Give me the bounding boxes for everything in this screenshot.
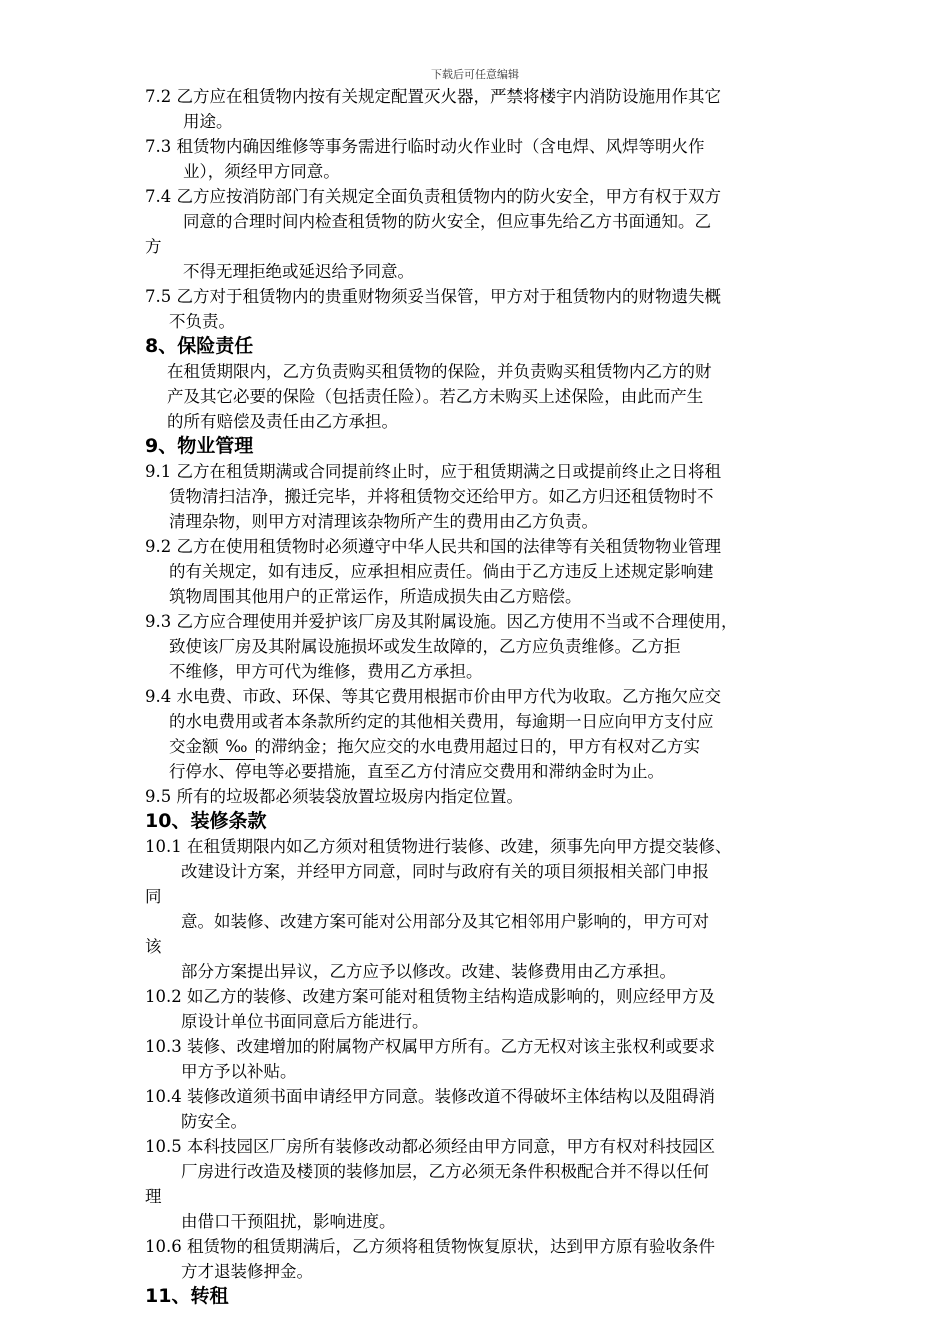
paragraph-line: 产及其它必要的保险（包括责任险）。若乙方未购买上述保险，由此而产生	[167, 387, 704, 406]
paragraph-line: 改建设计方案，并经甲方同意，同时与政府有关的项目须报相关部门申报	[181, 862, 709, 881]
paragraph-line: 不负责。	[169, 312, 235, 331]
paragraph-line: 的有关规定，如有违反，应承担相应责任。倘由于乙方违反上述规定影响建	[169, 562, 714, 581]
paragraph-line: 由借口干预阻扰，影响进度。	[181, 1212, 396, 1231]
line-text: 交金额	[169, 737, 219, 756]
paragraph-line: 赁物清扫洁净，搬迁完毕，并将租赁物交还给甲方。如乙方归还租赁物时不	[169, 487, 714, 506]
paragraph-line: 7.5 乙方对于租赁物内的贵重财物须妥当保管，甲方对于租赁物内的财物遗失概	[145, 287, 721, 306]
paragraph-line: 防安全。	[181, 1112, 247, 1131]
fill-in-blank: ‰	[219, 734, 255, 760]
paragraph-line: 甲方予以补贴。	[181, 1062, 297, 1081]
paragraph-line: 不得无理拒绝或延迟给予同意。	[183, 262, 414, 281]
paragraph-line: 厂房进行改造及楼顶的装修加层，乙方必须无条件积极配合并不得以任何	[181, 1162, 709, 1181]
paragraph-line: 10.4 装修改道须书面申请经甲方同意。装修改道不得破坏主体结构以及阻碍消	[145, 1087, 715, 1106]
paragraph-line: 9.4 水电费、市政、环保、等其它费用根据市价由甲方代为收取。乙方拖欠应交	[145, 687, 721, 706]
paragraph-line: 方才退装修押金。	[181, 1262, 313, 1281]
paragraph-line: 部分方案提出异议，乙方应予以修改。改建、装修费用由乙方承担。	[181, 962, 676, 981]
paragraph-line: 意。如装修、改建方案可能对公用部分及其它相邻用户影响的，甲方可对	[181, 912, 709, 931]
paragraph-line: 原设计单位书面同意后方能进行。	[181, 1012, 429, 1031]
paragraph-line: 10.5 本科技园区厂房所有装修改动都必须经由甲方同意，甲方有权对科技园区	[145, 1137, 715, 1156]
paragraph-line: 该	[145, 937, 162, 956]
line-text: 的滞纳金；拖欠应交的水电费用超过日的，甲方有权对乙方实	[254, 737, 700, 756]
paragraph-line: 筑物周围其他用户的正常运作，所造成损失由乙方赔偿。	[169, 587, 582, 606]
paragraph-line: 理	[145, 1187, 162, 1206]
paragraph-line: 10.1 在租赁期限内如乙方须对租赁物进行装修、改建，须事先向甲方提交装修、	[145, 837, 732, 856]
paragraph-line: 10.2 如乙方的装修、改建方案可能对租赁物主结构造成影响的，则应经甲方及	[145, 987, 715, 1006]
paragraph-line: 9.5 所有的垃圾都必须装袋放置垃圾房内指定位置。	[145, 787, 523, 806]
paragraph-line	[145, 734, 825, 759]
paragraph-line: 致使该厂房及其附属设施损坏或发生故障的，乙方应负责维修。乙方拒	[169, 637, 681, 656]
paragraph-line: 9.2 乙方在使用租赁物时必须遵守中华人民共和国的法律等有关租赁物物业管理	[145, 537, 721, 556]
section-heading: 10、装修条款	[145, 810, 267, 832]
paragraph-line: 用途。	[183, 112, 233, 131]
paragraph-line: 方	[145, 237, 162, 256]
paragraph-line: 业），须经甲方同意。	[183, 162, 340, 181]
paragraph-line: 7.3 租赁物内确因维修等事务需进行临时动火作业时（含电焊、风焊等明火作	[145, 137, 705, 156]
section-heading: 9、物业管理	[145, 435, 254, 457]
paragraph-line: 7.4 乙方应按消防部门有关规定全面负责租赁物内的防火安全，甲方有权于双方	[145, 187, 721, 206]
paragraph-line: 清理杂物，则甲方对清理该杂物所产生的费用由乙方负责。	[169, 512, 598, 531]
paragraph-line: 9.3 乙方应合理使用并爱护该厂房及其附属设施。因乙方使用不当或不合理使用，	[145, 612, 738, 631]
document-body	[145, 84, 825, 1309]
paragraph-line: 同	[145, 887, 162, 906]
paragraph-line: 行停水、停电等必要措施，直至乙方付清应交费用和滞纳金时为止。	[169, 762, 664, 781]
page-header-note: 下载后可任意编辑	[431, 68, 519, 81]
paragraph-line: 不维修，甲方可代为维修，费用乙方承担。	[169, 662, 483, 681]
paragraph-line: 在租赁期限内，乙方负责购买租赁物的保险，并负责购买租赁物内乙方的财	[167, 362, 712, 381]
paragraph-line: 的水电费用或者本条款所约定的其他相关费用，每逾期一日应向甲方支付应	[169, 712, 714, 731]
paragraph-line: 10.3 装修、改建增加的附属物产权属甲方所有。乙方无权对该主张权利或要求	[145, 1037, 715, 1056]
paragraph-line: 同意的合理时间内检查租赁物的防火安全，但应事先给乙方书面通知。乙	[183, 212, 711, 231]
paragraph-line: 的所有赔偿及责任由乙方承担。	[167, 412, 398, 431]
section-heading: 8、保险责任	[145, 335, 254, 357]
paragraph-line: 10.6 租赁物的租赁期满后，乙方须将租赁物恢复原状，达到甲方原有验收条件	[145, 1237, 715, 1256]
section-heading: 11、转租	[145, 1285, 229, 1307]
paragraph-line: 7.2 乙方应在租赁物内按有关规定配置灭火器，严禁将楼宇内消防设施用作其它	[145, 87, 721, 106]
paragraph-line: 9.1 乙方在租赁期满或合同提前终止时，应于租赁期满之日或提前终止之日将租	[145, 462, 721, 481]
